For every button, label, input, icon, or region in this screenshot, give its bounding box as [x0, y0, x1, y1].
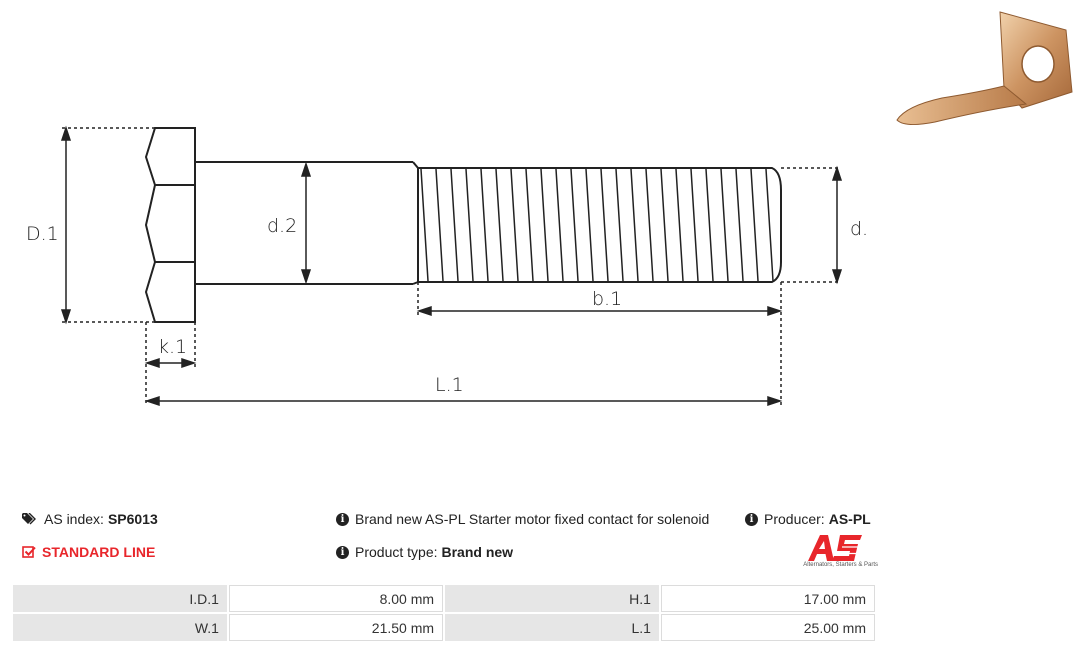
spec-key: H.1	[445, 585, 659, 612]
thread-line	[526, 169, 533, 281]
producer-label: Producer:	[764, 511, 825, 527]
thread-line	[586, 169, 593, 281]
thread-line	[736, 169, 743, 281]
label-total-length: L.1	[435, 374, 464, 396]
spec-value: 25.00 mm	[661, 614, 875, 641]
as-index-label: AS index:	[44, 511, 104, 527]
label-head-diameter: D.1	[26, 223, 59, 245]
thread-line	[541, 169, 548, 281]
thread-line	[451, 169, 458, 281]
thread-line	[646, 169, 653, 281]
as-index-value: SP6013	[107, 511, 158, 527]
brass-fixed-contact-photo	[897, 12, 1072, 125]
as-logo-mark	[804, 533, 864, 561]
thread-line	[481, 169, 488, 281]
spec-value: 21.50 mm	[229, 614, 443, 641]
label-thread-length: b.1	[592, 288, 623, 310]
logo-tagline: Alternators, Starters & Parts	[803, 562, 878, 568]
label-head-height: k.1	[158, 336, 188, 358]
thread-line	[511, 169, 518, 281]
thread-line	[751, 169, 758, 281]
description-text: Brand new AS-PL Starter motor fixed contact for solenoid	[355, 511, 710, 527]
thread-line	[466, 169, 473, 281]
thread-lines	[421, 169, 773, 281]
thread-line	[436, 169, 443, 281]
thread-line	[496, 169, 503, 281]
thread-line	[676, 169, 683, 281]
specs-table	[11, 583, 877, 643]
as-index	[22, 511, 158, 527]
as-pl-logo	[790, 533, 878, 571]
spec-key: I.D.1	[13, 585, 227, 612]
product-type-value: Brand new	[441, 544, 514, 560]
thread-line	[631, 169, 638, 281]
standard-line-label: STANDARD LINE	[42, 544, 156, 560]
producer-value: AS-PL	[828, 511, 871, 527]
thread-line	[571, 169, 578, 281]
info-circle-icon: i	[336, 513, 349, 526]
thread-line	[706, 169, 713, 281]
label-shank-diameter: d.2	[267, 215, 298, 237]
spec-key: W.1	[13, 614, 227, 641]
thread-line	[766, 169, 773, 281]
check-square-icon	[22, 545, 36, 559]
table-row	[13, 614, 875, 641]
thread-line	[556, 169, 563, 281]
thread-line	[691, 169, 698, 281]
spec-key: L.1	[445, 614, 659, 641]
product-type	[336, 544, 513, 560]
tags-icon	[22, 513, 38, 525]
spec-value: 17.00 mm	[661, 585, 875, 612]
product-type-label: Product type:	[355, 544, 438, 560]
standard-line-badge	[22, 544, 155, 560]
thread-line	[616, 169, 623, 281]
product-description	[336, 511, 709, 527]
thread-line	[721, 169, 728, 281]
producer	[745, 511, 871, 527]
info-circle-icon: i	[336, 546, 349, 559]
table-row	[13, 585, 875, 612]
thread-line	[421, 169, 428, 281]
thread-line	[661, 169, 668, 281]
spec-value: 8.00 mm	[229, 585, 443, 612]
info-circle-icon: i	[745, 513, 758, 526]
label-thread-diameter: d.	[850, 218, 869, 240]
thread-line	[601, 169, 608, 281]
bolt-head	[146, 128, 195, 322]
